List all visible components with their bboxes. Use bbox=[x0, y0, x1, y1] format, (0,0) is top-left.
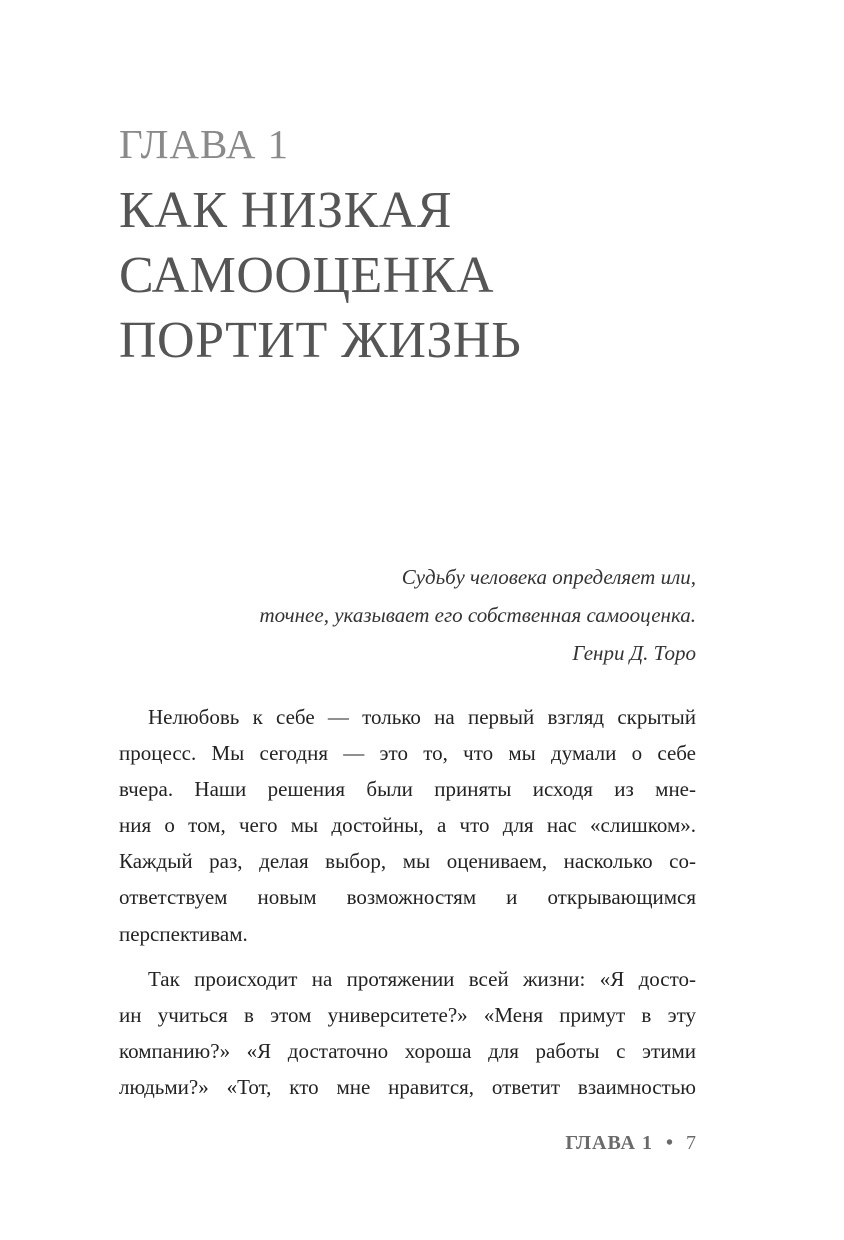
paragraph-line: процесс. Мы сегодня — это то, что мы думали о себе bbox=[119, 741, 696, 766]
paragraph-line: перспективам. bbox=[119, 921, 248, 946]
body-text bbox=[119, 699, 696, 1114]
paragraph bbox=[119, 961, 696, 1105]
page-footer bbox=[565, 1128, 696, 1158]
page-number: 7 bbox=[686, 1132, 696, 1154]
paragraph-line: компанию?» «Я достаточно хороша для работы с этими bbox=[119, 1038, 696, 1063]
paragraph-line: людьми?» «Тот, кто мне нравится, ответит взаимностью bbox=[119, 1074, 696, 1099]
paragraph-line: ответствуем новым возможностям и открывающимся bbox=[119, 885, 696, 910]
paragraph-line: вчера. Наши решения были приняты исходя из мне- bbox=[119, 777, 696, 802]
paragraph-line: Каждый раз, делая выбор, мы оцениваем, насколько со- bbox=[119, 849, 696, 874]
running-head: ГЛАВА 1 bbox=[565, 1132, 653, 1154]
footer-separator: • bbox=[665, 1132, 673, 1154]
epigraph-author: Генри Д. Торо bbox=[572, 641, 696, 665]
epigraph bbox=[136, 558, 696, 672]
chapter-title bbox=[119, 178, 759, 373]
epigraph-line: Судьбу человека определяет или, bbox=[401, 565, 696, 589]
paragraph-line: Так происходит на протяжении всей жизни: «Я досто- bbox=[148, 966, 696, 991]
chapter-label: ГЛАВА 1 bbox=[119, 121, 290, 167]
paragraph-line: ин учиться в этом университете?» «Меня примут в эту bbox=[119, 1002, 696, 1027]
epigraph-line: точнее, указывает его собственная самооценка. bbox=[259, 603, 696, 627]
chapter-title-line: КАК НИЗКАЯ bbox=[119, 182, 452, 239]
chapter-title-line: ПОРТИТ ЖИЗНЬ bbox=[119, 312, 522, 369]
paragraph-line: Нелюбовь к себе — только на первый взгляд скрытый bbox=[148, 705, 696, 729]
chapter-title-line: САМООЦЕНКА bbox=[119, 247, 495, 304]
paragraph bbox=[119, 699, 696, 952]
paragraph-line: ния о том, чего мы достойны, а что для нас «слишком». bbox=[119, 813, 696, 838]
